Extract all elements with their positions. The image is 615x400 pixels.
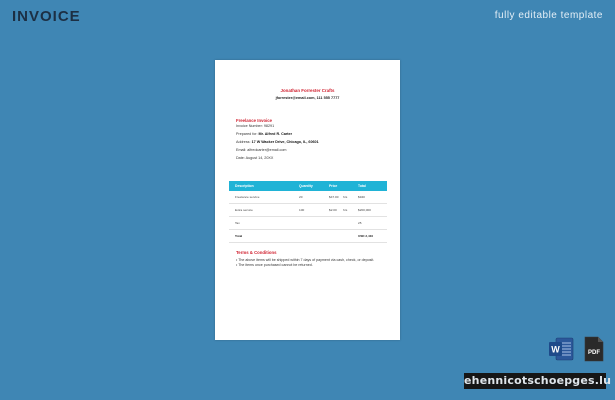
detail-value: alfredcarter@email.com [247,147,287,152]
table-row [229,204,387,217]
detail-label: Prepared for: [236,131,259,136]
col-header: Quantity [299,184,313,188]
terms-title: Terms & Conditions [236,250,277,255]
detail-row [236,155,386,163]
cell: $2.00 [329,208,337,212]
terms-item: • The items once purchased cannot be returned. [236,263,313,268]
table-row [229,230,387,243]
cell: hrs [343,208,348,212]
detail-value: Mr. Alfred R. Carter [258,131,293,136]
col-header: Price [329,184,338,188]
invoice-page [215,60,400,340]
invoice-details [236,118,386,163]
invoice-table [229,181,387,243]
detail-value: 98291 [263,124,275,128]
cell: USD 2,410 [358,234,374,238]
cell: $47.00 [329,195,339,199]
cell: hrs [343,195,348,199]
terms-section [236,250,386,269]
watermark-url[interactable]: ehennicotschoepges.lu [464,374,612,387]
terms-item: • The above items will be shipped within 7 days of payment via cash, check, or deposit. [236,258,375,262]
col-header: Description [235,184,254,188]
detail-row [236,123,386,131]
cell: $200,000 [358,208,371,212]
pdf-icon[interactable] [583,336,605,362]
detail-row [236,139,386,147]
detail-label: Email: [236,147,248,152]
cell: 20 [299,195,303,199]
detail-label: Date: [236,155,246,160]
cell: 25 [358,221,362,225]
table-header [229,181,387,191]
section-title: Freelance Invoice [236,118,273,123]
word-icon[interactable] [548,337,574,361]
cell: Freelance service [235,195,260,199]
cell: Extra service [235,208,253,212]
header-subtitle: fully editable template [494,10,603,21]
cell: 100 [299,208,305,212]
col-header: Total [358,184,366,188]
word-icon-letter: W [551,344,560,355]
table-row [229,191,387,204]
cell: Total [235,234,243,238]
pdf-icon-label: PDF [588,350,600,356]
detail-label: Address: [236,139,252,144]
detail-value: August 14, 20XX [245,155,274,160]
detail-row [236,131,386,139]
company-name: Jonathan Forrester Crafts [280,88,335,93]
table-row [229,217,387,230]
company-contact: jforrester@email.com, 111 555 7777 [275,96,340,100]
header-title: INVOICE [12,8,81,25]
detail-row [236,147,386,155]
detail-label: Invoice Number: [236,124,264,128]
detail-value: 17 W Wacker Drive, Chicago, IL, 60601 [251,139,319,144]
cell: $940 [358,195,365,199]
cell: Tax [235,221,240,225]
